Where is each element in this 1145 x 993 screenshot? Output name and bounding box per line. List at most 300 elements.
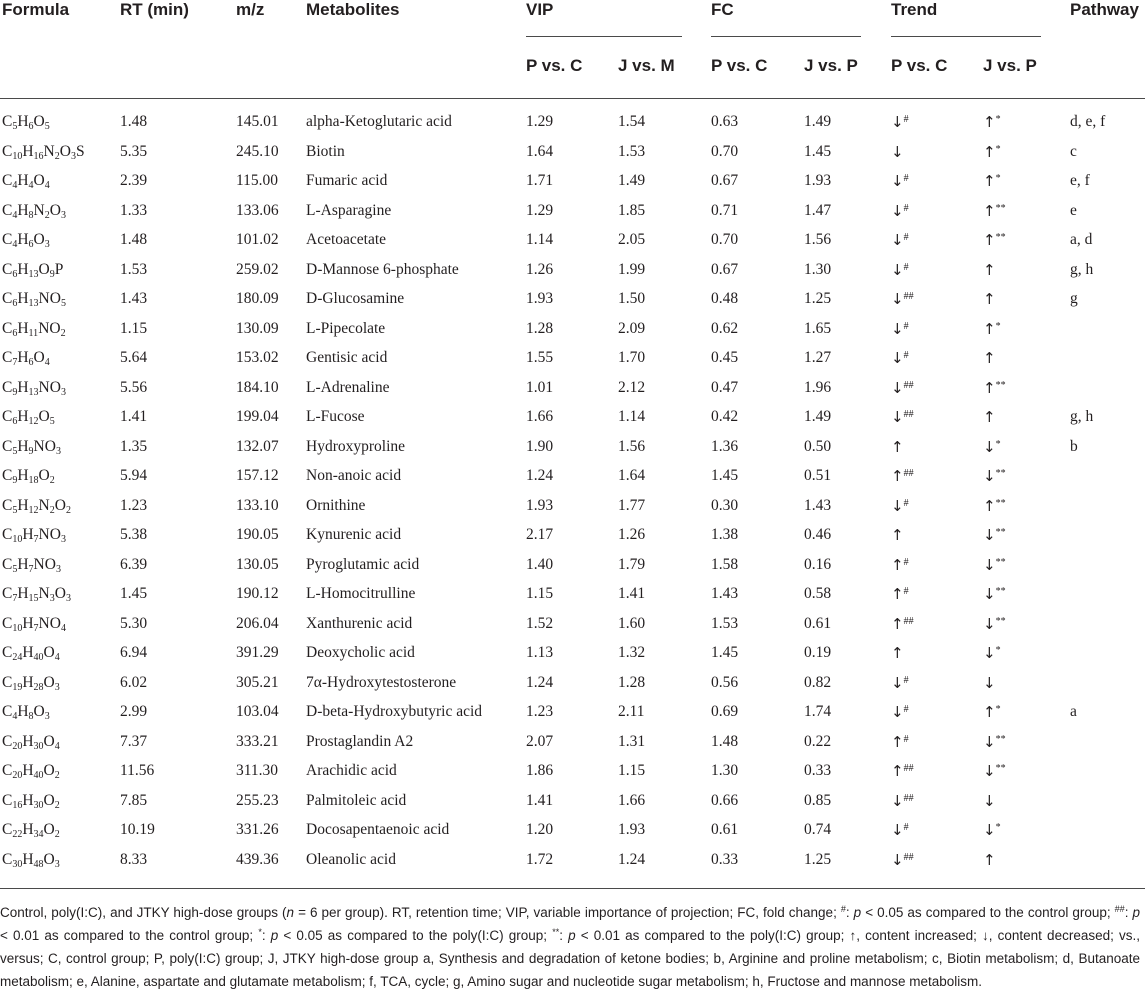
- arrow-down-icon: ↓: [983, 614, 996, 633]
- footnote-text: p: [270, 928, 279, 943]
- fc-p-vs-c-cell: 0.62: [711, 319, 739, 337]
- formula-subscript: 2: [60, 327, 66, 339]
- fc-p-vs-c-cell: 1.43: [711, 585, 739, 602]
- formula-element: H: [22, 850, 34, 868]
- vip-j-vs-m-cell: 1.85: [618, 201, 646, 219]
- fc-j-vs-p-cell: 1.25: [804, 290, 832, 307]
- fc-j-vs-p-cell: 0.22: [804, 732, 832, 750]
- trend-p-vs-c-cell: [891, 112, 909, 133]
- significance-mark: #: [903, 674, 909, 686]
- formula-subscript: 9: [28, 445, 34, 457]
- formula-subscript: 4: [28, 180, 34, 191]
- vip-j-vs-m-cell: 2.12: [618, 378, 646, 396]
- table-row: [0, 791, 1145, 820]
- significance-mark: #: [903, 704, 909, 715]
- formula-subscript: 4: [12, 180, 18, 191]
- fc-p-vs-c-cell: 0.67: [711, 260, 739, 278]
- formula-subscript: 3: [54, 681, 60, 693]
- mz-cell: 145.01: [236, 113, 279, 130]
- formula-subscript: 15: [28, 593, 39, 604]
- formula-subscript: 5: [60, 298, 66, 309]
- vip-p-vs-c-cell: 1.55: [526, 349, 554, 366]
- header-fc: FC: [711, 0, 734, 19]
- header-bottom-rule: [0, 98, 1145, 99]
- mz-cell: 305.21: [236, 673, 279, 691]
- formula-subscript: 6: [12, 416, 18, 427]
- mz-cell: 153.02: [236, 349, 279, 366]
- header-vip: VIP: [526, 0, 554, 19]
- metabolite-cell: Kynurenic acid: [306, 526, 402, 543]
- mz-cell: 245.10: [236, 142, 279, 160]
- formula-subscript: 6: [12, 327, 18, 339]
- mz-cell: 259.02: [236, 260, 279, 278]
- formula-element: H: [17, 172, 29, 189]
- trend-j-vs-p-cell: [983, 614, 1006, 635]
- arrow-up-icon: ↑: [983, 703, 996, 721]
- metabolite-cell: Pyroglutamic acid: [306, 555, 420, 573]
- fc-p-vs-c-cell: 0.66: [711, 791, 739, 809]
- formula-element: H: [17, 319, 29, 337]
- arrow-down-icon: ↓: [891, 821, 904, 839]
- formula-element: N: [43, 142, 55, 160]
- formula-subscript: 2: [54, 770, 60, 781]
- footnote-text: n: [286, 905, 295, 920]
- formula-subscript: 4: [54, 652, 60, 663]
- arrow-up-icon: ↑: [983, 496, 996, 515]
- formula-element: C: [2, 850, 13, 868]
- formula-subscript: 2: [44, 209, 50, 221]
- formula-subscript: 10: [12, 150, 23, 162]
- arrow-down-icon: ↓: [983, 762, 996, 780]
- rt-cell: 1.41: [120, 408, 148, 425]
- formula-element: O: [38, 467, 50, 484]
- significance-mark: ##: [903, 615, 914, 627]
- formula-element: C: [2, 172, 13, 189]
- arrow-down-icon: ↓: [983, 526, 996, 544]
- footnote-symbol: **: [552, 927, 560, 937]
- formula-subscript: 48: [33, 858, 44, 870]
- rt-cell: 5.56: [120, 378, 148, 396]
- significance-mark: #: [903, 350, 909, 361]
- vip-p-vs-c-cell: 1.01: [526, 378, 554, 396]
- arrow-down-icon: ↓: [891, 791, 904, 810]
- formula-element: NO: [38, 290, 61, 307]
- formula-cell: [2, 584, 71, 604]
- formula-cell: [2, 702, 50, 722]
- trend-p-vs-c-cell: [891, 643, 904, 664]
- formula-subscript: 9: [12, 386, 18, 398]
- footnote-text: = 6 per group). RT, retention time; VIP, variable importance of projection; FC, fold change;: [294, 905, 841, 920]
- vip-p-vs-c-cell: 1.29: [526, 201, 554, 219]
- fc-p-vs-c-cell: 1.36: [711, 437, 739, 455]
- trend-j-vs-p-cell: [983, 791, 996, 812]
- footnote-text: Control, poly(I:C), and JTKY high-dose groups (: [0, 905, 287, 920]
- arrow-up-icon: ↑: [891, 467, 904, 485]
- formula-subscript: 2: [54, 829, 60, 840]
- trend-j-vs-p-cell: [983, 820, 1001, 841]
- vip-p-vs-c-cell: 1.40: [526, 555, 554, 573]
- metabolite-cell: Hydroxyproline: [306, 437, 406, 455]
- formula-subscript: 24: [12, 652, 23, 663]
- trend-p-vs-c-cell: [891, 171, 909, 192]
- fc-p-vs-c-cell: 1.48: [711, 732, 739, 750]
- mz-cell: 101.02: [236, 231, 279, 248]
- formula-element: O: [33, 349, 45, 366]
- table-bottom-rule: [0, 888, 1145, 889]
- formula-subscript: 3: [44, 711, 50, 722]
- fc-j-vs-p-cell: 1.56: [804, 231, 832, 248]
- footnote-text: :: [1124, 905, 1133, 920]
- formula-subscript: 30: [12, 858, 23, 870]
- formula-subscript: 20: [12, 770, 23, 781]
- vip-j-vs-m-cell: 1.66: [618, 791, 646, 809]
- vip-p-vs-c-cell: 1.14: [526, 231, 554, 248]
- arrow-up-icon: ↑: [983, 408, 996, 426]
- footnote-text: :: [261, 928, 271, 943]
- pathway-cell: d, e, f: [1070, 113, 1106, 130]
- arrow-down-icon: ↓: [891, 673, 904, 692]
- vip-j-vs-m-cell: 1.79: [618, 555, 646, 573]
- header-formula: Formula: [2, 0, 70, 19]
- formula-subscript: 10: [12, 534, 23, 545]
- metabolite-cell: Xanthurenic acid: [306, 614, 413, 632]
- rt-cell: 1.43: [120, 290, 148, 307]
- fc-p-vs-c-cell: 0.63: [711, 113, 739, 130]
- formula-element: C: [2, 467, 13, 484]
- formula-element: C: [2, 614, 13, 632]
- formula-subscript: 5: [12, 121, 18, 132]
- formula-subscript: 12: [28, 416, 39, 427]
- trend-j-vs-p-cell: [983, 555, 1006, 576]
- header-rt: RT (min): [120, 0, 189, 19]
- trend-p-vs-c-cell: [891, 732, 909, 753]
- trend-p-vs-c-cell: [891, 378, 914, 399]
- trend-j-vs-p-cell: [983, 496, 1006, 517]
- trend-j-vs-p-cell: [983, 230, 1006, 251]
- arrow-up-icon: ↑: [891, 437, 904, 456]
- vip-p-vs-c-cell: 1.28: [526, 319, 554, 337]
- formula-element: O: [43, 791, 55, 809]
- formula-element: H: [17, 467, 29, 484]
- mz-cell: 180.09: [236, 290, 279, 307]
- significance-mark: ##: [903, 792, 914, 804]
- arrow-up-icon: ↑: [983, 113, 996, 131]
- fc-j-vs-p-cell: 0.61: [804, 614, 832, 632]
- vip-j-vs-m-cell: 1.99: [618, 260, 646, 278]
- formula-subscript: 30: [33, 799, 44, 811]
- metabolite-cell: Fumaric acid: [306, 172, 388, 189]
- metabolite-cell: 7α-Hydroxytestosterone: [306, 673, 457, 691]
- mz-cell: 103.04: [236, 703, 279, 720]
- significance-mark: **: [995, 497, 1006, 509]
- formula-subscript: 7: [28, 563, 34, 575]
- formula-element: C: [2, 437, 13, 455]
- vip-j-vs-m-cell: 1.49: [618, 172, 646, 189]
- trend-j-vs-p-cell: [983, 525, 1006, 546]
- significance-mark: #: [903, 114, 909, 125]
- vip-p-vs-c-cell: 1.93: [526, 496, 554, 514]
- metabolite-cell: Acetoacetate: [306, 231, 387, 248]
- formula-cell: [2, 466, 55, 486]
- table-footnote: [0, 901, 1140, 993]
- formula-element: O: [38, 260, 50, 278]
- formula-subscript: 5: [44, 121, 50, 132]
- metabolite-cell: D-Mannose 6-phosphate: [306, 260, 459, 278]
- arrow-up-icon: ↑: [983, 349, 996, 367]
- formula-subscript: 6: [12, 298, 18, 309]
- trend-p-vs-c-cell: [891, 289, 914, 310]
- formula-cell: [2, 201, 66, 221]
- formula-element: C: [2, 408, 13, 425]
- formula-subscript: 4: [60, 622, 66, 634]
- rt-cell: 11.56: [120, 762, 155, 779]
- formula-element: O: [54, 496, 66, 514]
- arrow-down-icon: ↓: [983, 555, 996, 574]
- fc-j-vs-p-cell: 0.16: [804, 555, 832, 573]
- formula-element: NO: [38, 526, 61, 543]
- mz-cell: 199.04: [236, 408, 279, 425]
- arrow-down-icon: ↓: [983, 644, 996, 662]
- formula-element: C: [2, 496, 13, 514]
- rt-cell: 6.02: [120, 673, 148, 691]
- vip-j-vs-m-cell: 1.93: [618, 821, 646, 838]
- formula-subscript: 4: [44, 357, 50, 368]
- fc-j-vs-p-cell: 0.51: [804, 467, 832, 484]
- formula-cell: [2, 142, 85, 162]
- formula-element: C: [2, 142, 13, 160]
- significance-mark: #: [903, 202, 909, 214]
- formula-element: C: [2, 113, 13, 130]
- rt-cell: 1.53: [120, 260, 148, 278]
- significance-mark: *: [995, 704, 1001, 715]
- formula-subscript: 5: [49, 416, 55, 427]
- significance-mark: *: [995, 822, 1001, 833]
- header-metabolites: Metabolites: [306, 0, 400, 19]
- metabolite-cell: alpha-Ketoglutaric acid: [306, 113, 452, 130]
- formula-element: H: [22, 614, 34, 632]
- mz-cell: 130.05: [236, 555, 279, 573]
- formula-element: O: [43, 850, 55, 868]
- vip-p-vs-c-cell: 1.41: [526, 791, 554, 809]
- mz-cell: 132.07: [236, 437, 279, 455]
- mz-cell: 133.06: [236, 201, 279, 219]
- significance-mark: #: [903, 173, 909, 184]
- formula-element: NO: [33, 437, 56, 455]
- table-row: [0, 319, 1145, 348]
- table-row: [0, 348, 1145, 377]
- formula-element: S: [75, 142, 85, 160]
- arrow-up-icon: ↑: [983, 201, 996, 220]
- formula-subscript: 5: [12, 445, 18, 457]
- fc-j-vs-p-cell: 0.33: [804, 762, 832, 779]
- metabolite-cell: L-Pipecolate: [306, 319, 386, 337]
- formula-element: H: [17, 437, 29, 455]
- formula-element: O: [43, 732, 55, 750]
- formula-subscript: 2: [49, 504, 55, 516]
- rt-cell: 5.64: [120, 349, 148, 366]
- footnote-text: < 0.01 as compared to the poly(I:C) group; ↑, content increased; ↓, content decreased; vs., versus; C, control group; P, poly(I:C) group; J, JTKY high-dose group a, Synthesis and degradation of ketone bodies; b, Arginine and proline metabolism; c, Biotin metabolism; d, Butanoate metabolism; e, Alanine, aspartate and glutamate metabolism; f, TCA, cycle; g, Amino sugar and nucleotide sugar metabolism; h, Fructose and mannose metabolism.: [0, 928, 1140, 989]
- formula-cell: [2, 171, 50, 191]
- arrow-down-icon: ↓: [983, 732, 996, 751]
- vip-p-vs-c-cell: 1.24: [526, 467, 554, 484]
- trend-p-vs-c-cell: [891, 673, 909, 694]
- metabolite-cell: Gentisic acid: [306, 349, 388, 366]
- trend-j-vs-p-cell: [983, 112, 1001, 133]
- fc-p-vs-c-cell: 0.56: [711, 673, 739, 691]
- formula-element: NO: [38, 319, 61, 337]
- fc-j-vs-p-cell: 1.43: [804, 496, 832, 514]
- significance-mark: *: [995, 173, 1001, 184]
- formula-element: C: [2, 762, 13, 779]
- fc-p-vs-c-cell: 0.48: [711, 290, 739, 307]
- formula-element: O: [54, 585, 66, 602]
- fc-j-vs-p-cell: 1.45: [804, 142, 832, 160]
- arrow-up-icon: ↑: [891, 585, 904, 603]
- significance-mark: ##: [903, 468, 914, 479]
- formula-element: C: [2, 703, 13, 720]
- vip-j-vs-m-cell: 1.15: [618, 762, 646, 779]
- significance-mark: ##: [903, 291, 914, 302]
- metabolite-cell: D-Glucosamine: [306, 290, 405, 307]
- formula-element: H: [17, 349, 29, 366]
- vip-j-vs-m-cell: 1.31: [618, 732, 646, 750]
- trend-j-vs-p-cell: [983, 201, 1006, 222]
- pathway-cell: e, f: [1070, 172, 1090, 189]
- formula-subscript: 9: [12, 475, 18, 486]
- fc-p-vs-c-cell: 1.45: [711, 467, 739, 484]
- formula-subscript: 8: [28, 209, 34, 221]
- formula-element: O: [43, 673, 55, 691]
- fc-p-vs-c-cell: 0.71: [711, 201, 739, 219]
- footnote-symbol: ##: [1114, 904, 1125, 914]
- formula-subscript: 3: [49, 593, 55, 604]
- rt-cell: 2.39: [120, 172, 148, 189]
- table-row: [0, 702, 1145, 731]
- formula-element: H: [22, 644, 34, 661]
- fc-p-vs-c-cell: 0.42: [711, 408, 739, 425]
- subheader-vip-j-vs-m: J vs. M: [618, 56, 675, 75]
- rt-cell: 1.48: [120, 113, 148, 130]
- table-row: [0, 850, 1145, 879]
- formula-cell: [2, 319, 66, 339]
- arrow-up-icon: ↑: [891, 644, 904, 662]
- significance-mark: **: [995, 379, 1006, 391]
- formula-subscript: 40: [33, 770, 44, 781]
- formula-subscript: 11: [28, 327, 39, 339]
- arrow-down-icon: ↓: [891, 349, 904, 367]
- formula-element: O: [38, 408, 50, 425]
- formula-element: H: [22, 732, 34, 750]
- trend-p-vs-c-cell: [891, 466, 914, 487]
- trend-p-vs-c-cell: [891, 702, 909, 723]
- significance-mark: ##: [903, 409, 914, 420]
- pathway-cell: g, h: [1070, 408, 1094, 425]
- arrow-down-icon: ↓: [891, 378, 904, 397]
- formula-cell: [2, 378, 66, 398]
- rt-cell: 7.37: [120, 732, 148, 750]
- mz-cell: 333.21: [236, 732, 279, 750]
- formula-element: O: [49, 201, 61, 219]
- arrow-down-icon: ↓: [983, 821, 996, 839]
- formula-element: H: [17, 113, 29, 130]
- formula-subscript: 30: [33, 740, 44, 752]
- arrow-down-icon: ↓: [983, 585, 996, 603]
- formula-subscript: 6: [12, 268, 18, 280]
- rt-cell: 1.48: [120, 231, 148, 248]
- arrow-up-icon: ↑: [891, 762, 904, 780]
- trend-j-vs-p-cell: [983, 850, 996, 871]
- formula-subscript: 18: [28, 475, 39, 486]
- formula-element: H: [17, 585, 29, 602]
- formula-element: O: [33, 703, 45, 720]
- formula-subscript: 5: [12, 504, 18, 516]
- table-row: [0, 378, 1145, 407]
- formula-subscript: 3: [60, 209, 66, 221]
- mz-cell: 206.04: [236, 614, 279, 632]
- significance-mark: *: [995, 143, 1001, 155]
- formula-subscript: 6: [28, 121, 34, 132]
- vip-p-vs-c-cell: 1.90: [526, 437, 554, 455]
- mz-cell: 157.12: [236, 467, 279, 484]
- formula-element: H: [17, 378, 29, 396]
- formula-subscript: 2: [65, 504, 71, 516]
- fc-p-vs-c-cell: 0.33: [711, 850, 739, 868]
- trend-p-vs-c-cell: [891, 791, 914, 812]
- trend-p-vs-c-cell: [891, 496, 909, 517]
- formula-element: H: [17, 231, 29, 248]
- table-row: [0, 466, 1145, 495]
- formula-element: C: [2, 378, 13, 396]
- fc-j-vs-p-cell: 1.93: [804, 172, 832, 189]
- metabolite-cell: L-Asparagine: [306, 201, 392, 219]
- subheader-fc-p-vs-c: P vs. C: [711, 56, 768, 75]
- fc-j-vs-p-cell: 0.19: [804, 644, 832, 661]
- footnote-text: :: [559, 928, 569, 943]
- fc-p-vs-c-cell: 1.30: [711, 762, 739, 779]
- metabolite-cell: L-Homocitrulline: [306, 585, 416, 602]
- formula-subscript: 5: [12, 563, 18, 575]
- formula-element: H: [22, 673, 34, 691]
- table-row: [0, 496, 1145, 525]
- metabolite-cell: L-Adrenaline: [306, 378, 390, 396]
- formula-element: C: [2, 791, 13, 809]
- vip-group-rule: [526, 36, 682, 37]
- formula-element: H: [17, 290, 29, 307]
- vip-p-vs-c-cell: 1.26: [526, 260, 554, 278]
- formula-subscript: 13: [28, 268, 39, 280]
- rt-cell: 10.19: [120, 821, 155, 838]
- fc-j-vs-p-cell: 1.65: [804, 319, 832, 337]
- vip-p-vs-c-cell: 1.93: [526, 290, 554, 307]
- formula-subscript: 2: [54, 150, 60, 162]
- formula-subscript: 4: [12, 711, 18, 722]
- metabolite-cell: Prostaglandin A2: [306, 732, 414, 750]
- arrow-down-icon: ↓: [891, 231, 904, 249]
- formula-element: O: [33, 113, 45, 130]
- trend-j-vs-p-cell: [983, 289, 996, 310]
- formula-subscript: 3: [44, 239, 50, 250]
- arrow-down-icon: ↓: [891, 496, 904, 515]
- formula-subscript: 40: [33, 652, 44, 663]
- formula-element: C: [2, 231, 13, 248]
- mz-cell: 115.00: [236, 172, 279, 189]
- rt-cell: 6.39: [120, 555, 148, 573]
- formula-cell: [2, 614, 66, 634]
- fc-p-vs-c-cell: 0.47: [711, 378, 739, 396]
- header-pathway: Pathway: [1070, 0, 1139, 19]
- trend-j-vs-p-cell: [983, 378, 1006, 399]
- mz-cell: 439.36: [236, 850, 279, 868]
